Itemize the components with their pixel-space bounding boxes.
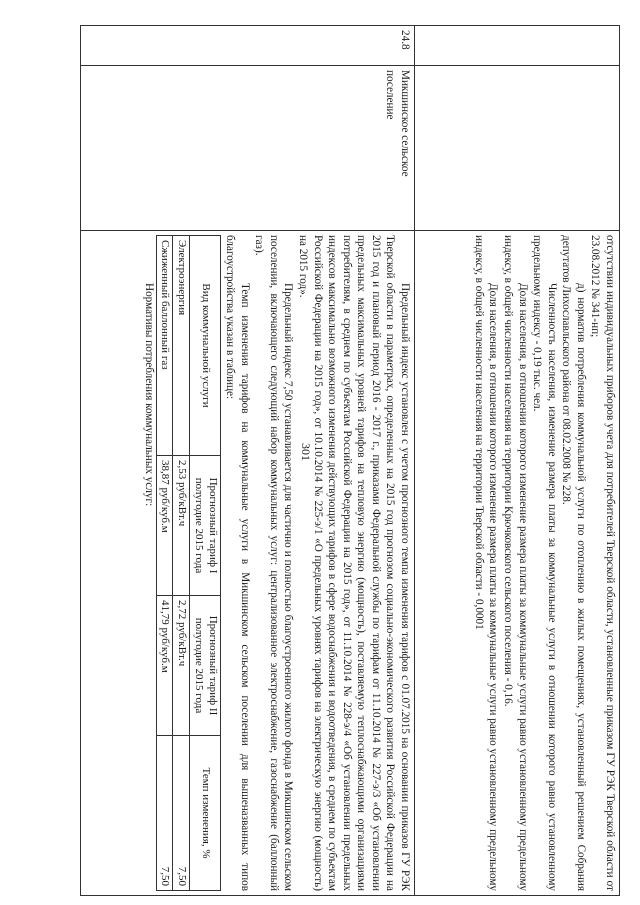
- paragraph: Доля населения, в отношении которого изменение размера платы за коммунальные услуги равно установленному предельному индексу, в общей численности населения на территории Тверской области - 0,0001: [472, 235, 500, 891]
- tariff-row: [173, 236, 190, 891]
- tariff-second-half: 2,72 руб/кВт.ч: [173, 596, 190, 736]
- page-number: 301: [299, 443, 313, 461]
- column-header: Прогнозный тариф II полугодие 2015 года: [190, 596, 221, 736]
- paragraph: Численность населения, изменение размера платы за коммунальные услуги в отношении которого равно установленному предельному индексу - 0,19 тыс. чел.: [531, 235, 558, 891]
- table-row-continuation: [415, 26, 620, 896]
- column-header: Прогнозный тариф I полугодие 2015 года: [190, 456, 221, 596]
- tariff-table-header: [190, 236, 221, 891]
- paragraph: Доля населения, в отношении которого изменение размера платы за коммунальные услуги равно установленному предельному индексу, в общей численности населения на территории Крючковского сельского поселения - 0,16.: [502, 235, 529, 891]
- tariff-table: [156, 235, 221, 891]
- tariff-second-half: 41,79 руб/куб.м: [156, 596, 173, 736]
- paragraph: Нормативы потребления коммунальных услуг:: [142, 283, 155, 507]
- paragraph: Предельный индекс 7,50 устанавливается для частично и полностью благоустроенного жилого фонда в Микшинском сельском поселении, включающего следующий набор коммунальных услуг: централизованное электроснабжение, газоснабжение (баллонный газ).: [253, 235, 295, 891]
- paragraph: Предельный индекс установлен с учетом прогнозного темпа изменения тарифов с 01.07.2015 на основании приказов ГУ РЭК Тверской области в параметрах, определенных на 2015 год прогнозом социально-экономического развития Российской Федерации на 2015 год и плановый период 2016 - 2017 г., приказами Федеральной службы по тарифам от 11.10.2014 № 227-э/3 «Об установлении предельных максимальных уровней тарифов на тепловую энергию (мощность), поставляемую теплоснабжающими организациями потребителям, в среднем по субъектам Российской Федерации на 2015 год», от 11.10.2014 № 228-э/4 «Об установлении предельных индексов максимально возможного изменения действующих тарифов в сфере водоснабжения и водоотведения, в среднем по субъектам Российской Федерации на 2015 год», от 10.10.2014 № 225-э/1 «О предельных уровнях тарифов на электрическую энергию (мощность) на 2015 год».: [297, 235, 411, 891]
- tariff-row: [156, 236, 173, 891]
- column-header: Темп изменения, %: [190, 736, 221, 891]
- change-rate: 7,50: [156, 736, 173, 891]
- change-rate: 7,50: [173, 736, 190, 891]
- paragraph: Темп изменения тарифов на коммунальные услуги в Микшинском сельском поселении для вышеназванных типов благоустройства указан в таблице:: [224, 235, 251, 891]
- cell-settlement-name: Микшинское сельское поселение: [81, 66, 415, 231]
- cell-number: 24.8: [81, 26, 415, 66]
- cell-description: [415, 231, 620, 896]
- cell-settlement-name: [415, 66, 620, 231]
- tariff-first-half: 38,87 руб/куб.м: [156, 456, 173, 596]
- rotated-page: [80, 25, 620, 895]
- table-row-mikshinskoe: [81, 26, 415, 896]
- paragraph: отсутствии индивидуальных приборов учета для потребителей Тверской области, установленные приказом ГУ РЭК Тверской области от 23.08.2012 № 341-нп;: [589, 235, 616, 891]
- settlements-table: [80, 25, 620, 896]
- column-header: Вид коммунальной услуги: [190, 236, 221, 456]
- cell-description: [81, 231, 415, 896]
- tariff-first-half: 2,53 руб/кВт.ч: [173, 456, 190, 596]
- service-name: Сжиженный баллонный газ: [156, 236, 173, 456]
- cell-number: [415, 26, 620, 66]
- paragraph: д) норматив потребления коммунальной услуги по отоплению в жилых помещениях, установленный решением Собрания депутатов Лихославльского района от 08.02.2008 № 228.: [560, 235, 587, 891]
- service-name: Электроэнергия: [173, 236, 190, 456]
